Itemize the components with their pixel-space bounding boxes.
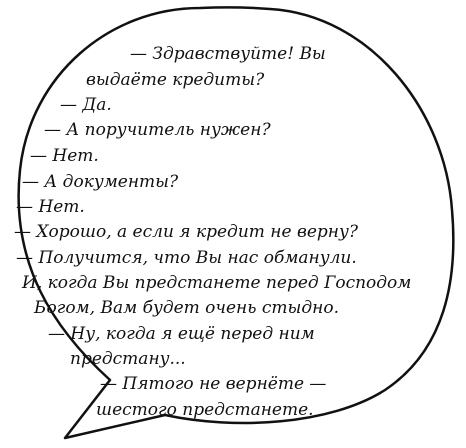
dialogue-line: — Нет. [30,146,99,166]
dialogue-line: — Нет. [16,197,85,217]
dialogue-line: — Пятого не вернёте — [100,374,327,394]
dialogue-line: — Здравствуйте! Вы [130,44,326,64]
dialogue-line: — Ну, когда я ещё перед ним [48,324,315,344]
dialogue-line: И, когда Вы предстанете перед Господом [22,273,412,293]
dialogue-line: шестого предстанете. [96,400,314,420]
dialogue-line: — Получится, что Вы нас обманули. [16,248,357,268]
dialogue-line: предстану... [70,349,186,369]
dialogue-line: Богом, Вам будет очень стыдно. [34,298,340,318]
dialogue-line: — А документы? [22,172,179,192]
dialogue-line: — Да. [60,95,112,115]
dialogue-line: — А поручитель нужен? [44,120,271,140]
dialogue-line: выдаёте кредиты? [86,70,265,90]
dialogue-line: — Хорошо, а если я кредит не верну? [14,222,358,242]
